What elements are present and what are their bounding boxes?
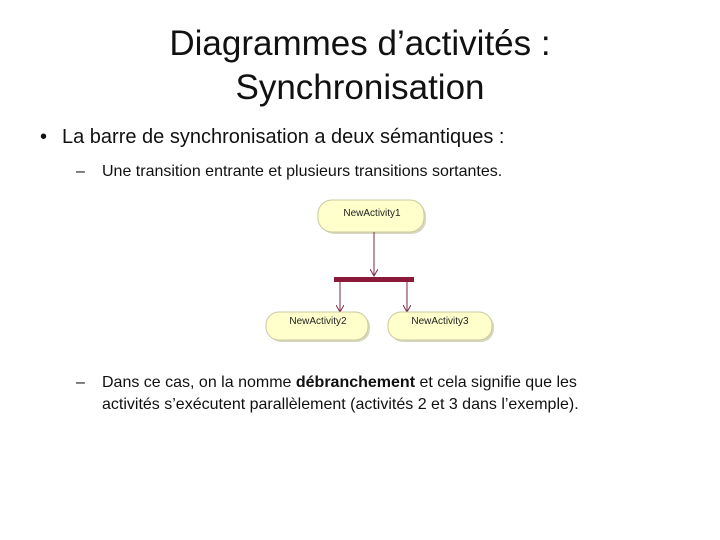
- sub-bullet-2-line2: activités s’exécutent parallèlement (activités 2 et 3 dans l’exemple).: [102, 396, 579, 413]
- sub-bullet-2-pre: Dans ce cas, on la nomme: [102, 374, 296, 391]
- sub-bullet-2-bold: débranchement: [295, 374, 416, 391]
- dash-icon: –: [76, 163, 85, 180]
- sub-bullet-2: [76, 372, 696, 416]
- sub-bullet-2-post: et cela signifie que les: [415, 374, 577, 391]
- activity-node-1[interactable]: [318, 200, 426, 234]
- title-line-1: Diagrammes d’activités :: [169, 24, 551, 63]
- bullet-dot-icon: •: [40, 126, 48, 148]
- activity-label-1: NewActivity1: [343, 208, 401, 219]
- activity-node-3[interactable]: [388, 312, 494, 342]
- dash-icon: –: [76, 374, 85, 391]
- sync-bar[interactable]: [334, 277, 414, 282]
- activity-label-3: NewActivity3: [411, 316, 469, 327]
- activity-node-2[interactable]: [266, 312, 370, 342]
- main-bullet-text: La barre de synchronisation a deux sémantiques :: [62, 126, 505, 148]
- title-line-2: Synchronisation: [235, 68, 485, 107]
- sub-bullet-1-text: Une transition entrante et plusieurs transitions sortantes.: [102, 163, 503, 180]
- activity-label-2: NewActivity2: [289, 316, 347, 327]
